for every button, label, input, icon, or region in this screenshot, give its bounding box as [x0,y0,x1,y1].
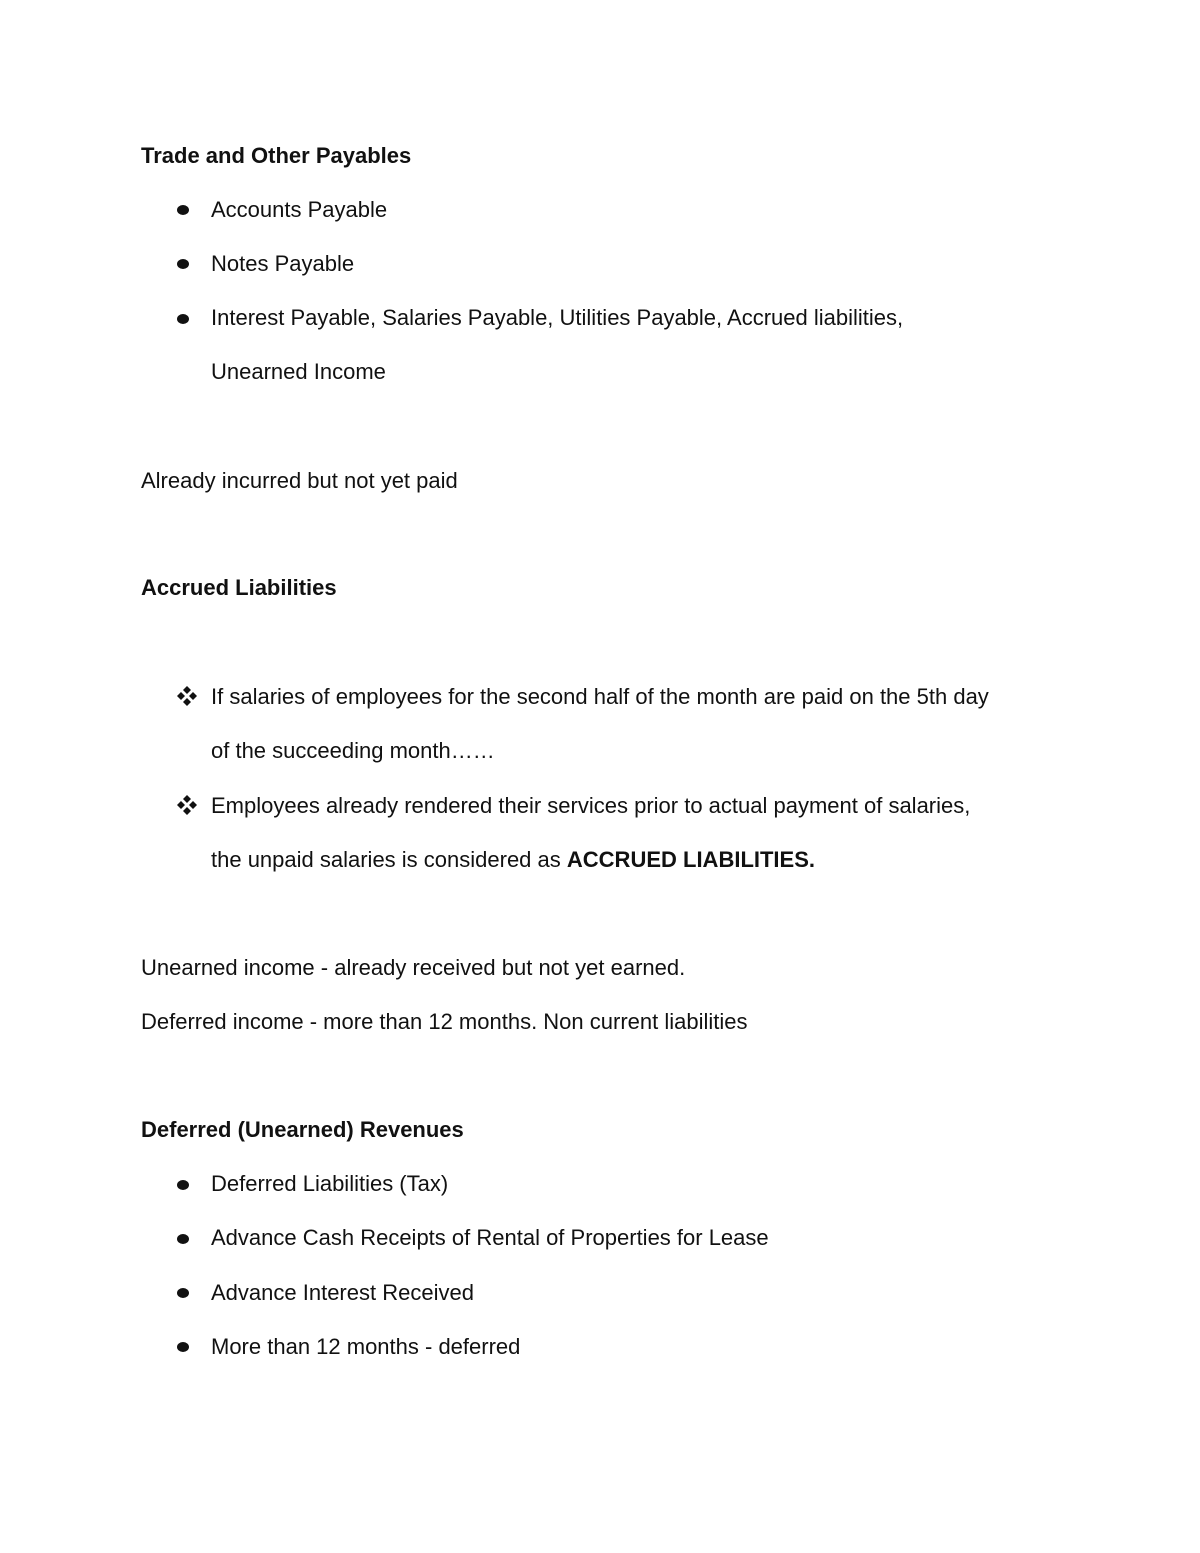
note-unearned-income: Unearned income - already received but not yet earned. [141,955,686,980]
bullet-dot-icon [177,1288,189,1298]
list-item-continuation: Unearned Income [211,359,386,384]
bullet-dot-icon [177,259,189,269]
bullet-dot-icon [177,1234,189,1244]
bullet-dot-icon [177,205,189,215]
list-item: More than 12 months - deferred [211,1334,521,1359]
list-item: Notes Payable [211,251,355,276]
list-item: Accounts Payable [211,197,388,222]
accrued-point-1-line-1: If salaries of employees for the second half of the month are paid on the 5th day [211,684,989,709]
heading-trade-payables: Trade and Other Payables [141,143,412,168]
accrued-liabilities-emphasis: ACCRUED LIABILITIES. [566,847,816,872]
accrued-point-2-line-2 [211,847,815,873]
accrued-point-1-line-2: of the succeeding month…… [211,738,495,763]
four-diamond-bullet-icon [176,685,198,707]
accrued-point-2-text: the unpaid salaries is considered as [211,847,567,872]
bullet-dot-icon [177,314,189,324]
bullet-dot-icon [177,1180,189,1190]
list-item: Deferred Liabilities (Tax) [211,1171,449,1196]
note-deferred-income: Deferred income - more than 12 months. Non current liabilities [141,1009,748,1034]
four-diamond-bullet-icon [176,794,198,816]
list-item: Advance Cash Receipts of Rental of Properties for Lease [211,1225,769,1250]
bullet-dot-icon [177,1342,189,1352]
list-item: Interest Payable, Salaries Payable, Utilities Payable, Accrued liabilities, [211,305,904,330]
accrued-point-2-line-1: Employees already rendered their services prior to actual payment of salaries, [211,793,971,818]
note-incurred: Already incurred but not yet paid [141,468,458,493]
heading-accrued-liabilities: Accrued Liabilities [141,575,337,600]
heading-deferred-revenues: Deferred (Unearned) Revenues [141,1117,464,1142]
list-item: Advance Interest Received [211,1280,474,1305]
